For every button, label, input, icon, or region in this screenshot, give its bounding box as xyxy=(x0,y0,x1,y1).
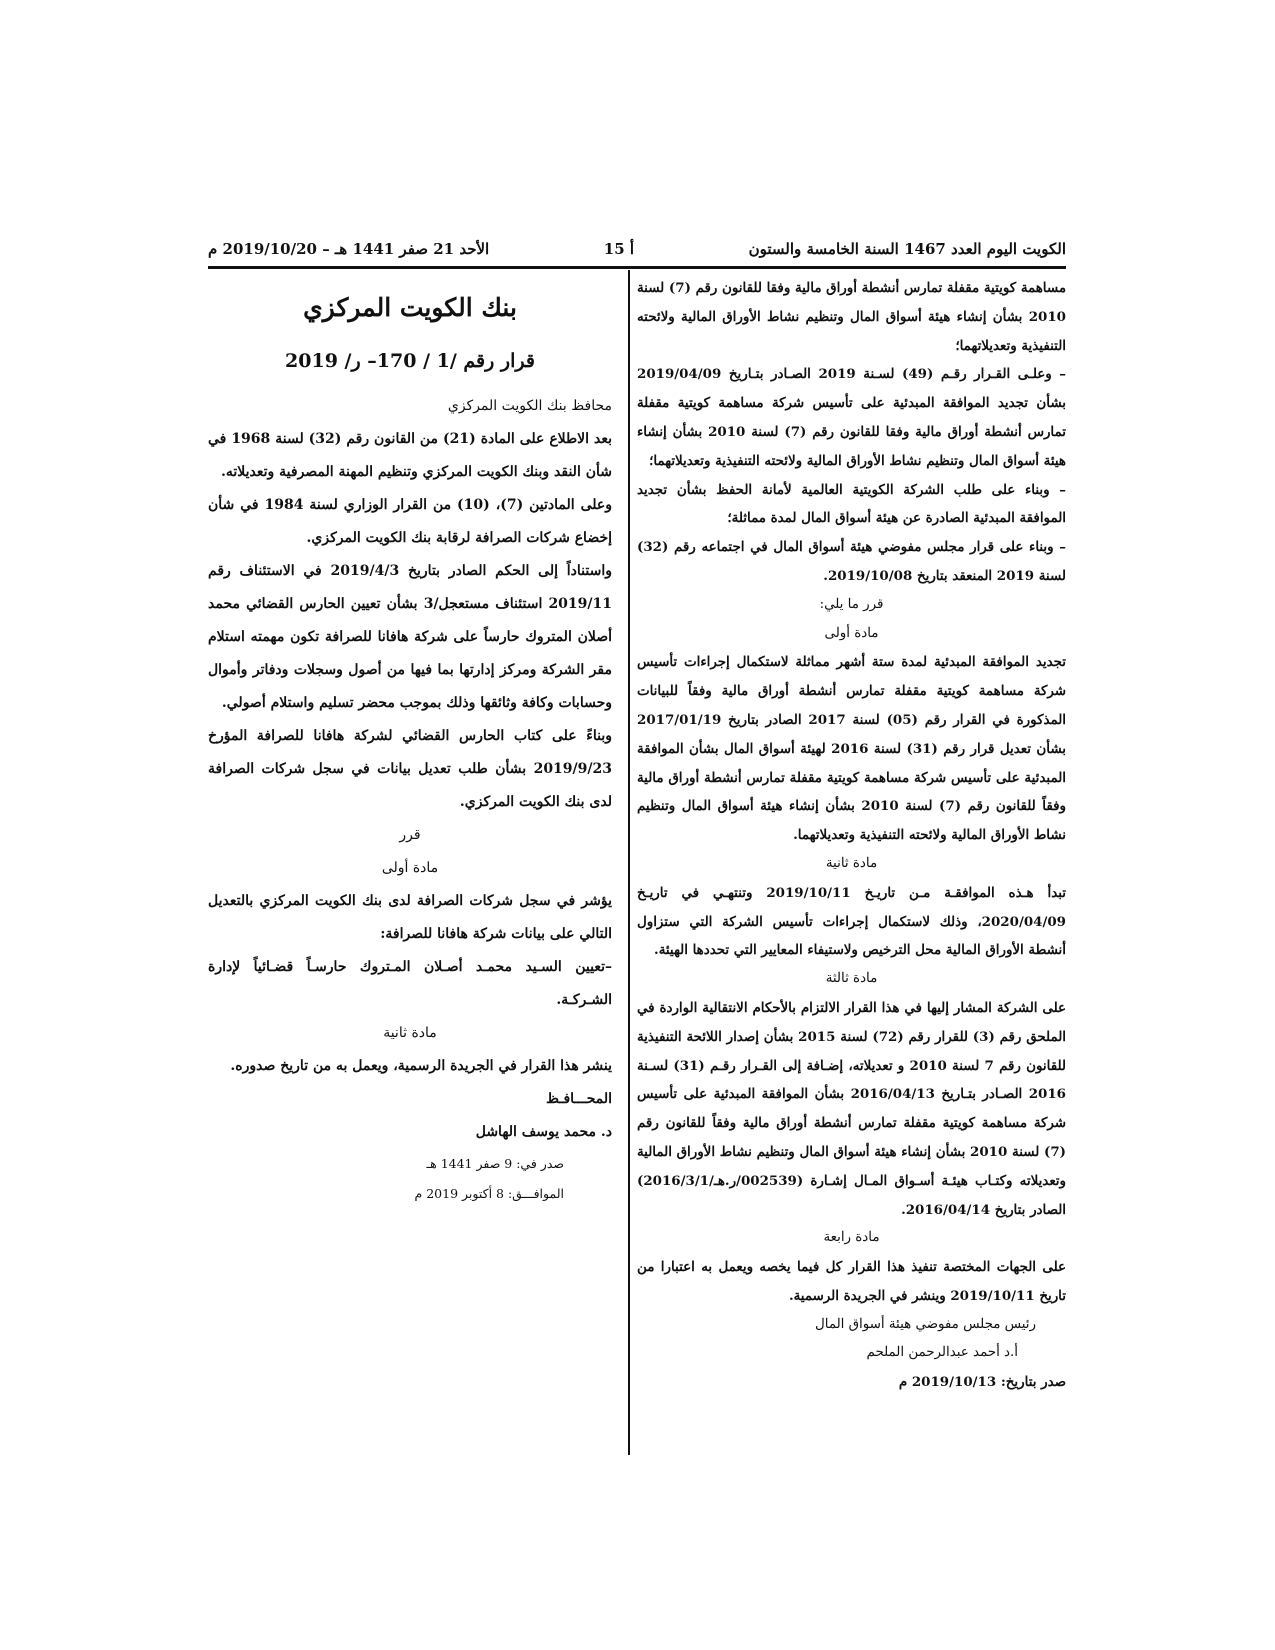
paragraph: – وبناء على طلب الشركة الكويتية العالمية لأمانة الحفظ بشأن تجديد الموافقة المبدئية الصادرة عن هيئة أسواق المال لمدة مماثلة؛ xyxy=(637,481,1066,527)
article-text: على الشركة المشار إليها في هذا القرار الالتزام بالأحكام الانتقالية الواردة في الملحق رقم (3) للقرار رقم (72) لسنة 2015 بشأن إصدار اللائحة التنفيذية للقانون رقم 7 لسنة 2010 و تعديلاته، إضـافة إلى القـرار رقـم (31) لسـنة 2016 الصـادر بتـاريخ 2016/04/13 بشأن الموافقة المبدئية على تأسيس شركة مساهمة كويتية مقفلة تمارس أنشطة أوراق مالية وفقاً للقانون رقم (7) لسنة 2010 بشأن إنشاء هيئة أسواق المال وتنظيم نشاط الأوراق المالية وتعديلاته وكتـاب هيئـة أسـواق المـال إشـارة (002539/ر.هـ/2016/3/1) الصادر بتاريخ 2016/04/14. xyxy=(637,999,1067,1218)
issuer: محافظ بنك الكويت المركزي xyxy=(447,398,612,414)
issue-date: صدر بتاريخ: 2019/10/13 م xyxy=(898,1374,1066,1391)
left-column xyxy=(208,274,612,1209)
decided-heading: قرر ما يلي: xyxy=(819,596,884,612)
paragraph: واستناداً إلى الحكم الصادر بتاريخ 2019/4/3 في الاستئناف رقم 2019/11 استئناف مستعجل/3 بشأن تعيين الحارس القضائي محمد أصلان المتروك حارساً على شركة هافانا للصرافة تكون مهمته استلام مقر الشركة ومركز إدارتها بما فيها من أصول وسجلات ودفاتر وأموال وحسابات وكافة وثائقها وذلك بموجب محضر تسليم واستلام أصولي. xyxy=(208,563,612,711)
paragraph: بعد الاطلاع على المادة (21) من القانون رقم (32) لسنة 1968 في شأن النقد وبنك الكويت المركزي وتنظيم المهنة المصرفية وتعديلاته. xyxy=(208,431,612,480)
header-rule xyxy=(208,266,1066,269)
article-item: –تعيين السـيد محمـد أصـلان المـتروك حارسـاً قضـائياً لإدارة الشـركـة. xyxy=(208,959,612,1008)
header-page-number: أ 15 xyxy=(603,240,635,258)
right-column xyxy=(637,274,1066,1397)
article-text: تجديد الموافقة المبدئية لمدة ستة أشهر مماثلة لاستكمال إجراءات تأسيس شركة مساهمة كويتية مقفلة تمارس أنشطة أوراق مالية وفقاً للبيانات المذكورة في القرار رقم (05) لسنة 2017 الصادر بتاريخ 2017/01/19 بشأن تعديل قرار رقم (31) لسنة 2016 لهيئة أسواق المال بشأن الموافقة المبدئية على تأسيس شركة مساهمة كويتية مقفلة تمارس أنشطة أوراق مالية وفقاً للقانون رقم (7) لسنة 2010 بشأن إنشاء هيئة أسواق المال وتنظيم نشاط الأوراق المالية ولائحته التنفيذية وتعديلاتهما. xyxy=(637,654,1067,844)
article-title: مادة أولى xyxy=(381,860,439,876)
page-header xyxy=(208,234,1066,264)
header-issue: الكويت اليوم العدد 1467 السنة الخامسة والستون xyxy=(748,240,1066,258)
signatory-name: أ.د أحمد عبدالرحمن الملحم xyxy=(866,1345,1018,1361)
column-divider xyxy=(628,270,630,1455)
paragraph: مساهمة كويتية مقفلة تمارس أنشطة أوراق مالية وفقا للقانون رقم (7) لسنة 2010 بشأن إنشاء هيئة أسواق المال وتنظيم نشاط الأوراق المالية ولائحته التنفيذية وتعديلاتهما؛ xyxy=(637,280,1067,354)
decided-heading: قرر xyxy=(399,827,421,843)
article-text: ينشر هذا القرار في الجريدة الرسمية، ويعمل به من تاريخ صدوره. xyxy=(230,1058,612,1074)
article-title: مادة ثانية xyxy=(825,855,878,871)
decision-number: قرار رقم /1 / 170– ر/ 2019 xyxy=(285,350,535,372)
article-title: مادة أولى xyxy=(824,625,879,641)
article-text: يؤشر في سجل شركات الصرافة لدى بنك الكويت المركزي بالتعديل التالي على بيانات شركة هافانا للصرافة: xyxy=(208,893,612,942)
governor-name: د. محمد يوسف الهاشل xyxy=(475,1124,612,1140)
paragraph: وعلى المادتين (7)، (10) من القرار الوزاري لسنة 1984 في شأن إخضاع شركات الصرافة لرقابة بنك الكويت المركزي. xyxy=(208,497,612,546)
article-title: مادة رابعة xyxy=(823,1230,880,1246)
article-title: مادة ثانية xyxy=(383,1025,437,1041)
signatory-title: رئيس مجلس مفوضي هيئة أسواق المال xyxy=(815,1316,1036,1332)
article-text: على الجهات المختصة تنفيذ هذا القرار كل فيما يخصه ويعمل به اعتبارا من تاريخ 2019/10/11 وينشر في الجريدة الرسمية. xyxy=(637,1259,1066,1304)
governor-title: المحـــافـظ xyxy=(546,1091,612,1107)
paragraph: – وبناء على قرار مجلس مفوضي هيئة أسواق المال في اجتماعه رقم (32) لسنة 2019 المنعقد بتاريخ 2019/10/08. xyxy=(637,539,1066,584)
section-title: بنك الكويت المركزي xyxy=(303,293,517,322)
paragraph: وبناءً على كتاب الحارس القضائي لشركة هافانا للصرافة المؤرخ 2019/9/23 بشأن طلب تعديل بيانات في سجل شركات الصرافة لدى بنك الكويت المركزي. xyxy=(208,728,612,810)
issue-date-hijri: صدر في: 9 صفر 1441 هـ xyxy=(426,1156,564,1171)
article-title: مادة ثالثة xyxy=(825,971,878,987)
paragraph: – وعلـى القـرار رقـم (49) لسـنة 2019 الصـادر بتـاريخ 2019/04/09 بشأن تجديد الموافقة المبدئية على تأسيس شركة مساهمة كويتية مقفلة تمارس أنشطة أوراق مالية وفقا للقانون رقم (7) لسنة 2010 بشأن إنشاء هيئة أسواق المال وتنظيم نشاط الأوراق المالية ولائحته التنفيذية وتعديلاتهما؛ xyxy=(637,366,1066,469)
article-text: تبدأ هـذه الموافقـة مـن تاريـخ 2019/10/11 وتنتهـي في تاريـخ 2020/04/09، وذلك لاستكمال إجراءات تأسيس الشركة التي ستزاول أنشطة الأوراق المالية محل الترخيص ولاستيفاء المعايير التي تحددها الهيئة. xyxy=(637,884,1066,959)
issue-date-gregorian: الموافـــق: 8 أكتوبر 2019 م xyxy=(414,1186,564,1201)
header-date: الأحد 21 صفر 1441 هـ – 2019/10/20 م xyxy=(208,240,490,258)
